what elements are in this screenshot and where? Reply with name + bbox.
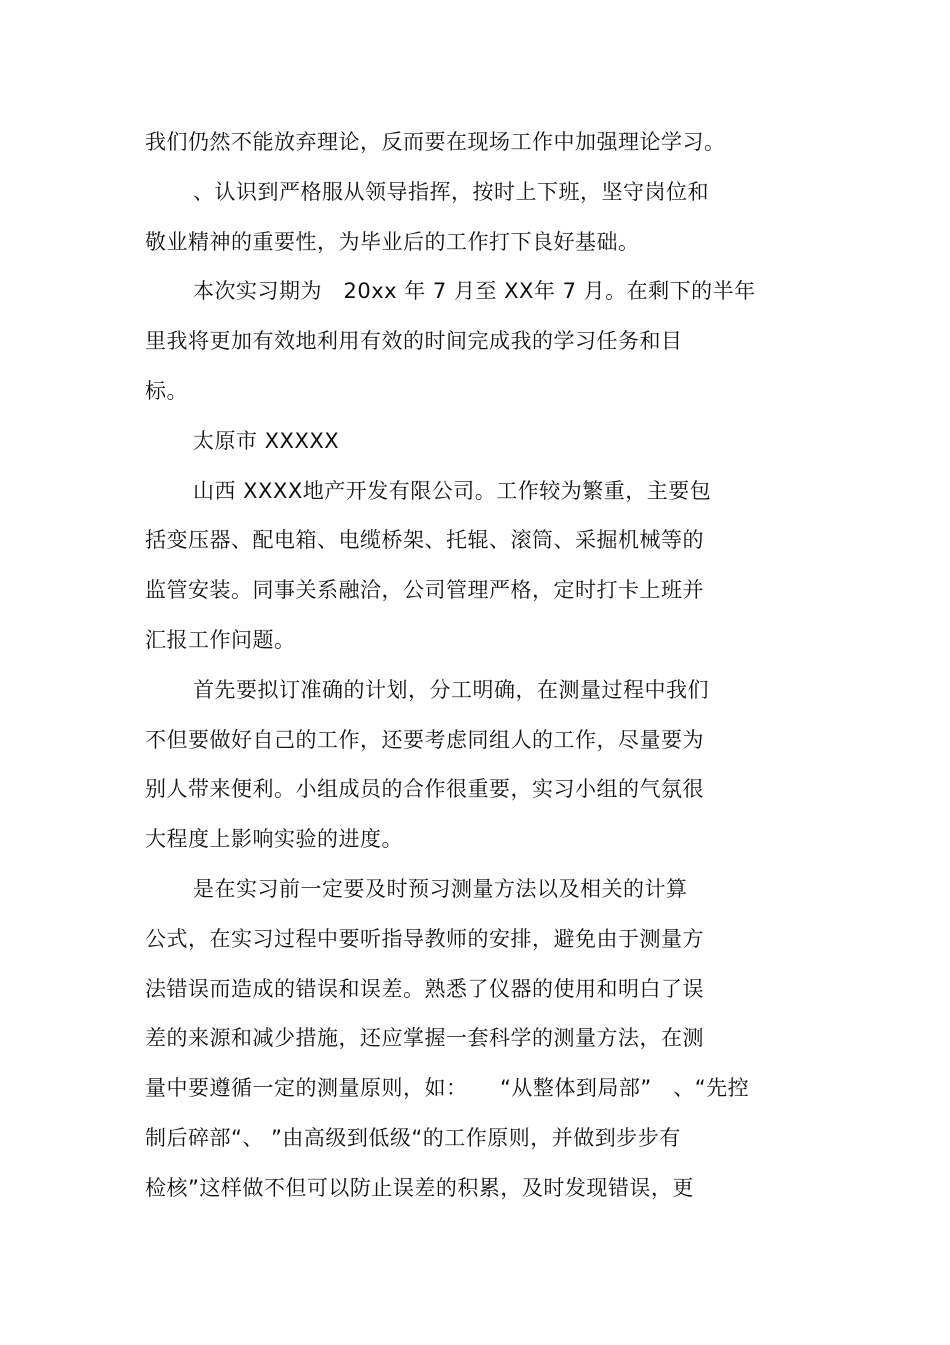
text-line-22: 检核”这样做不但可以防止误差的积累，及时发现错误，更: [145, 1176, 694, 1200]
text-line-7: 太原市 XXXXX: [193, 429, 340, 453]
text-line-9: 括变压器、配电箱、电缆桥架、托辊、滚筒、采掘机械等的: [145, 528, 704, 552]
text-line-2: 、认识到严格服从领导指挥，按时上下班，坚守岗位和: [193, 180, 709, 204]
text-line-21: 制后碎部“、 ”由高级到低级“的工作原则，并做到步步有: [145, 1126, 681, 1150]
text-line-6: 标。: [145, 379, 188, 403]
text-line-8: 山西 XXXX地产开发有限公司。工作较为繁重，主要包: [193, 479, 712, 503]
text-line-12: 首先要拟订准确的计划，分工明确，在测量过程中我们: [193, 678, 709, 702]
text-line-18: 法错误而造成的错误和误差。熟悉了仪器的使用和明白了误: [145, 977, 704, 1001]
text-line-14: 别人带来便利。小组成员的合作很重要，实习小组的气氛很: [145, 777, 704, 801]
text-line-3: 敬业精神的重要性，为毕业后的工作打下良好基础。: [145, 230, 640, 254]
text-line-17: 公式，在实习过程中要听指导教师的安排，避免由于测量方: [145, 927, 704, 951]
text-line-10: 监管安装。同事关系融洽，公司管理严格，定时打卡上班并: [145, 578, 704, 602]
text-line-1: 我们仍然不能放弃理论，反而要在现场工作中加强理论学习。: [145, 130, 726, 154]
text-line-11: 汇报工作问题。: [145, 628, 296, 652]
text-line-16: 是在实习前一定要及时预习测量方法以及相关的计算: [193, 877, 688, 901]
text-line-5: 里我将更加有效地利用有效的时间完成我的学习任务和目: [145, 329, 683, 353]
text-line-4: 本次实习期为 20xx 年 7 月至 XX年 7 月。在剩下的半年: [193, 279, 756, 303]
text-line-15: 大程度上影响实验的进度。: [145, 827, 403, 851]
text-line-13: 不但要做好自己的工作，还要考虑同组人的工作，尽量要为: [145, 728, 704, 752]
text-line-19: 差的来源和减少措施，还应掌握一套科学的测量方法，在测: [145, 1026, 704, 1050]
text-line-20: 量中要遵循一定的测量原则，如： “从整体到局部” 、“先控: [145, 1076, 750, 1100]
